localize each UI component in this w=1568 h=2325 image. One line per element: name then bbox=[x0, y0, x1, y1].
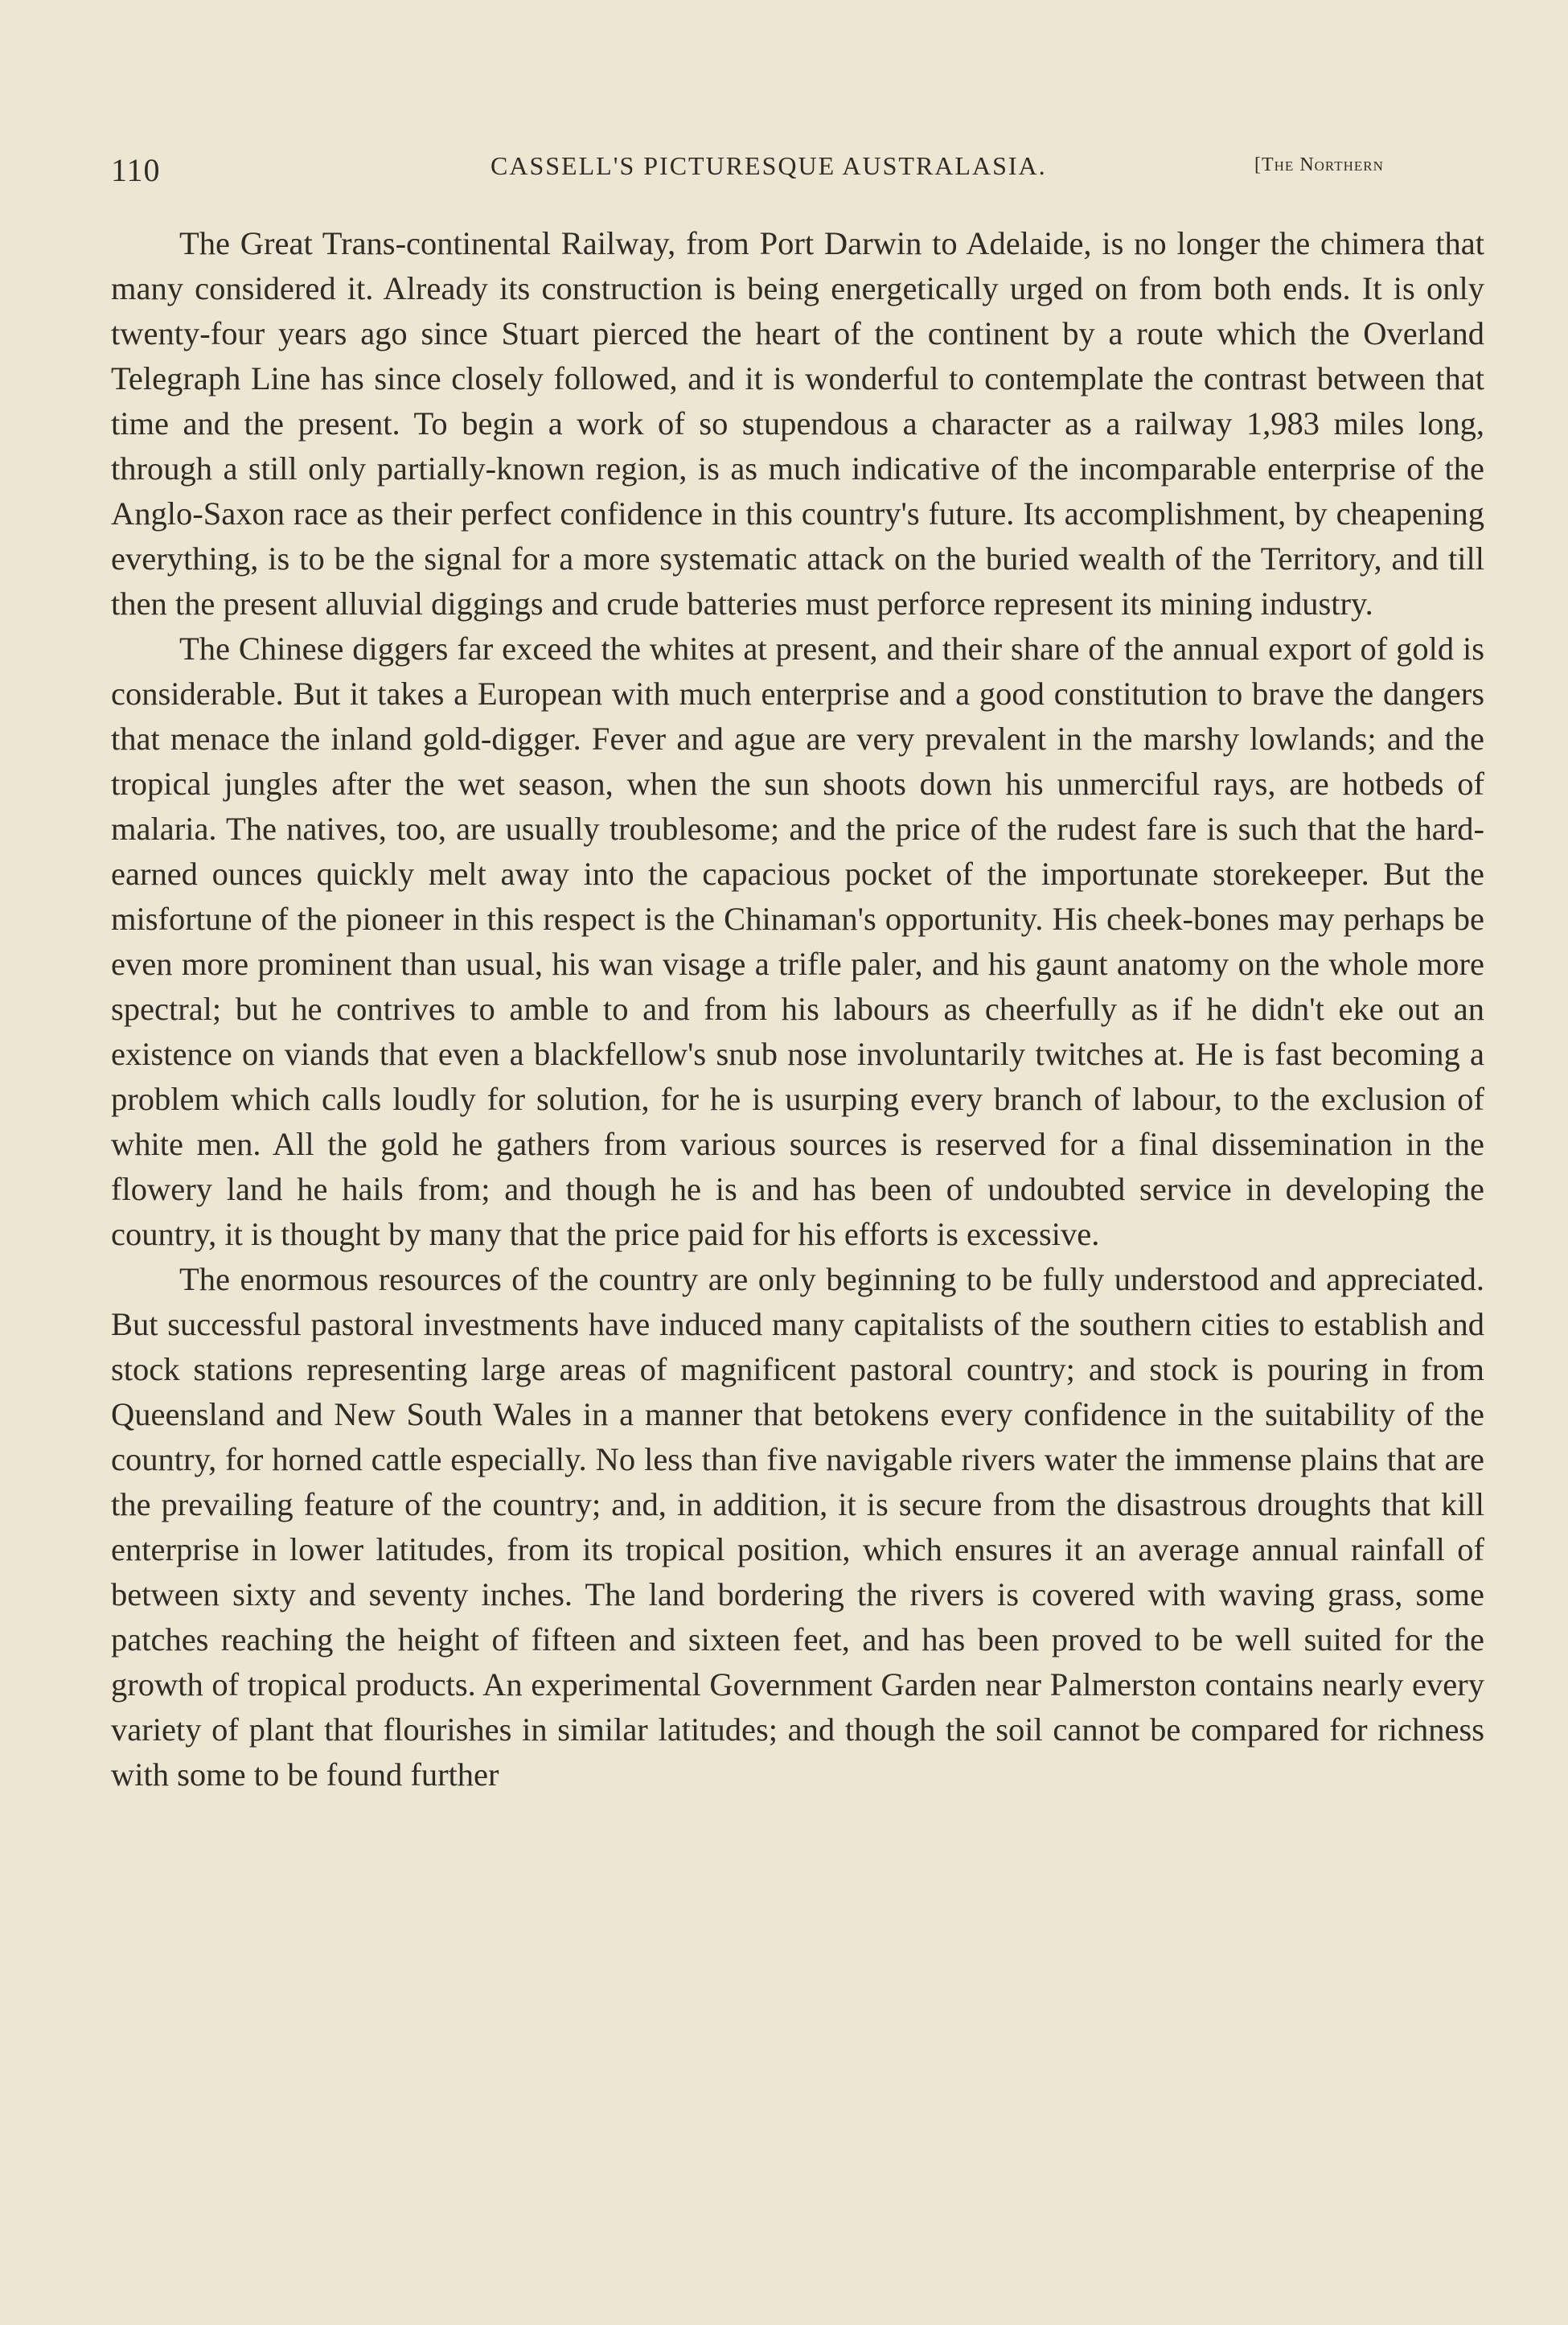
running-header bbox=[0, 151, 1568, 191]
paragraph-pastoral-resources: The enormous resources of the country are only beginning to be fully understood and appreciated. But successful pastoral investments have induced many capitalists of the southern cities to establish and stock stations representing large areas of magnificent pastoral country; and stock is pouring in from Queensland and New South Wales in a manner that betokens every confidence in the suitability of the country, for horned cattle especially. No less than five navigable rivers water the immense plains that are the prevailing feature of the country; and, in addition, it is secure from the disastrous droughts that kill enterprise in lower latitudes, from its tropical position, which ensures it an average annual rainfall of between sixty and seventy inches. The land bordering the rivers is covered with waving grass, some patches reaching the height of fifteen and sixteen feet, and has been proved to be well suited for the growth of tropical products. An experimental Government Garden near Palmerston contains nearly every variety of plant that flourishes in similar latitudes; and though the soil cannot be compared for richness with some to be found further bbox=[111, 1261, 1484, 1793]
book-title: CASSELL'S PICTURESQUE AUSTRALASIA. bbox=[491, 151, 1047, 180]
paragraph-railway: The Great Trans-continental Railway, from Port Darwin to Adelaide, is no longer the chimera that many considered it. Already its construction is being energetically urged on from both ends. It is only twenty-four years ago since Stuart pierced the heart of the continent by a route which the Overland Telegraph Line has since closely followed, and it is wonderful to contemplate the contrast between that time and the present. To begin a work of so stupendous a character as a railway 1,983 miles long, through a still only partially-known region, is as much indicative of the incomparable enterprise of the Anglo-Saxon race as their perfect confidence in this country's future. Its accomplishment, by cheapening everything, is to be the signal for a more systematic attack on the buried wealth of the Territory, and till then the present alluvial diggings and crude batteries must perforce represent its mining industry. bbox=[111, 225, 1484, 622]
page-number: 110 bbox=[111, 152, 161, 188]
section-label: [The Northern bbox=[1254, 154, 1384, 175]
paragraph-chinese-diggers: The Chinese diggers far exceed the whites at present, and their share of the annual export of gold is considerable. But it takes a European with much enterprise and a good constitution to brave the dangers that menace the inland gold-digger. Fever and ague are very prevalent in the marshy lowlands; and the tropical jungles after the wet season, when the sun shoots down his unmerciful rays, are hotbeds of malaria. The natives, too, are usually troublesome; and the price of the rudest fare is such that the hard-earned ounces quickly melt away into the capacious pocket of the importunate storekeeper. But the misfortune of the pioneer in this respect is the Chinaman's opportunity. His cheek-bones may perhaps be even more prominent than usual, his wan visage a trifle paler, and his gaunt anatomy on the whole more spectral; but he contrives to amble to and from his labours as cheerfully as if he didn't eke out an existence on viands that even a blackfellow's snub nose involuntarily twitches at. He is fast becoming a problem which calls loudly for solution, for he is usurping every branch of labour, to the exclusion of white men. All the gold he gathers from various sources is reserved for a final dissemination in the flowery land he hails from; and though he is and has been of undoubted service in developing the country, it is thought by many that the price paid for his efforts is excessive. bbox=[111, 631, 1484, 1252]
body-text bbox=[111, 221, 1484, 1797]
